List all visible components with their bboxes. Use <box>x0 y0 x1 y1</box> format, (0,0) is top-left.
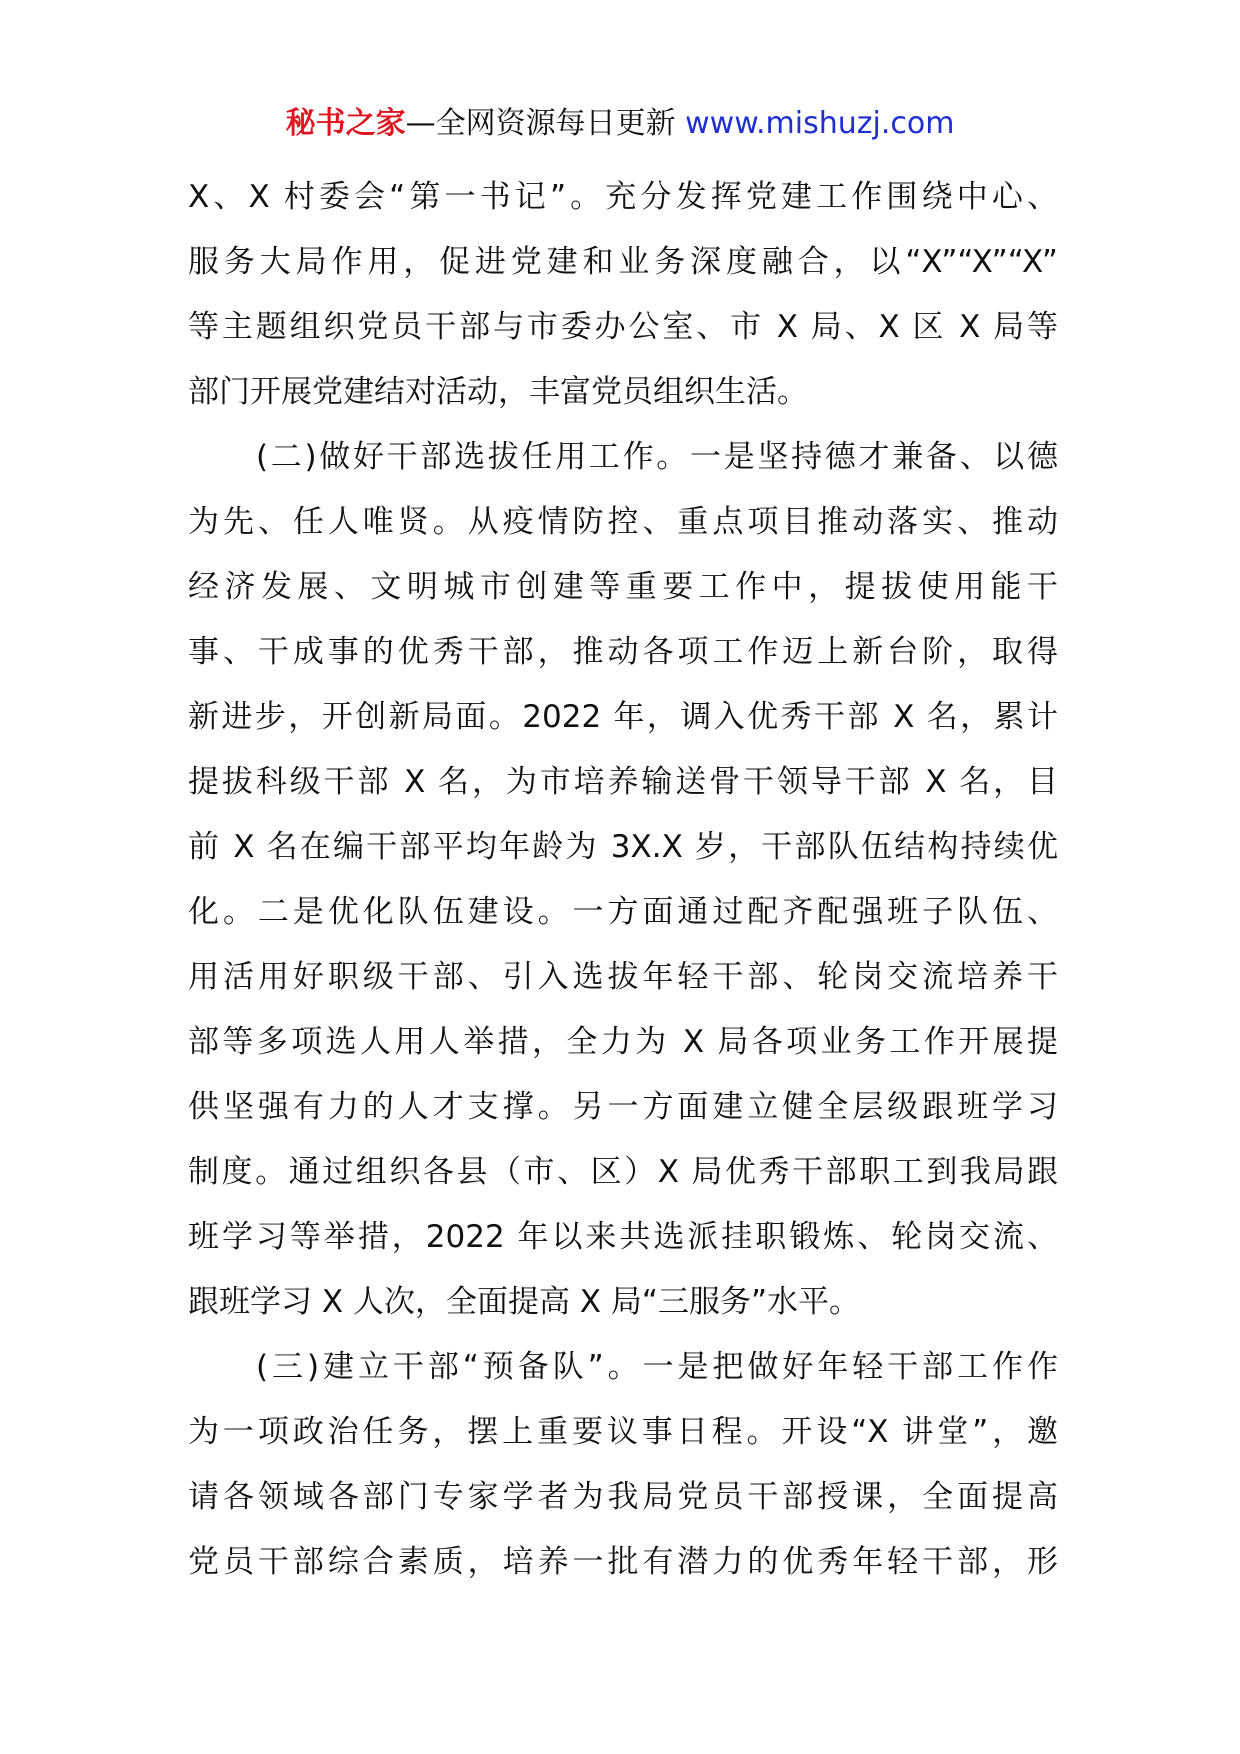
text-line: 等主题组织党员干部与市委办公室、市 X 局、X 区 X 局等 <box>188 309 1058 345</box>
text-line: 新进步，开创新局面。2022 年，调入优秀干部 X 名，累计 <box>188 699 1058 735</box>
text-line: 为一项政治任务，摆上重要议事日程。开设“X 讲堂”，邀 <box>188 1414 1058 1450</box>
text-line: 事、干成事的优秀干部，推动各项工作迈上新台阶，取得 <box>188 634 1058 670</box>
text-line: 前 X 名在编干部平均年龄为 3X.X 岁，干部队伍结构持续优 <box>188 829 1058 865</box>
section-heading-line: (三)建立干部“预备队”。一是把做好年轻干部工作作 <box>256 1349 1058 1385</box>
document-body <box>188 165 1058 1595</box>
section-heading-line: (二)做好干部选拔任用工作。一是坚持德才兼备、以德 <box>256 439 1058 475</box>
text-line: 供坚强有力的人才支撑。另一方面建立健全层级跟班学习 <box>188 1089 1058 1125</box>
text-line: 部门开展党建结对活动，丰富党员组织生活。 <box>188 374 808 410</box>
text-line: X、X 村委会“第一书记”。充分发挥党建工作围绕中心、 <box>188 179 1058 215</box>
text-line: 提拔科级干部 X 名，为市培养输送骨干领导干部 X 名，目 <box>188 764 1058 800</box>
text-line: 请各领域各部门专家学者为我局党员干部授课，全面提高 <box>188 1479 1058 1515</box>
website-link[interactable]: www.mishuzj.com <box>685 106 955 141</box>
text-line: 党员干部综合素质，培养一批有潜力的优秀年轻干部，形 <box>188 1544 1058 1580</box>
text-line: 服务大局作用，促进党建和业务深度融合，以“X”“X”“X” <box>188 244 1058 280</box>
brand-name: 秘书之家 <box>285 106 406 141</box>
text-line: 化。二是优化队伍建设。一方面通过配齐配强班子队伍、 <box>188 894 1058 930</box>
page-header <box>0 98 1240 150</box>
text-line: 经济发展、文明城市创建等重要工作中，提拔使用能干 <box>188 569 1058 605</box>
text-line: 部等多项选人用人举措，全力为 X 局各项业务工作开展提 <box>188 1024 1058 1060</box>
text-line: 跟班学习 X 人次，全面提高 X 局“三服务”水平。 <box>188 1284 861 1320</box>
text-line: 班学习等举措，2022 年以来共选派挂职锻炼、轮岗交流、 <box>188 1219 1058 1255</box>
text-line: 为先、任人唯贤。从疫情防控、重点项目推动落实、推动 <box>188 504 1058 540</box>
text-line: 用活用好职级干部、引入选拔年轻干部、轮岗交流培养干 <box>188 959 1058 995</box>
header-tagline: —全网资源每日更新 <box>405 106 676 141</box>
text-line: 制度。通过组织各县（市、区）X 局优秀干部职工到我局跟 <box>188 1154 1058 1190</box>
